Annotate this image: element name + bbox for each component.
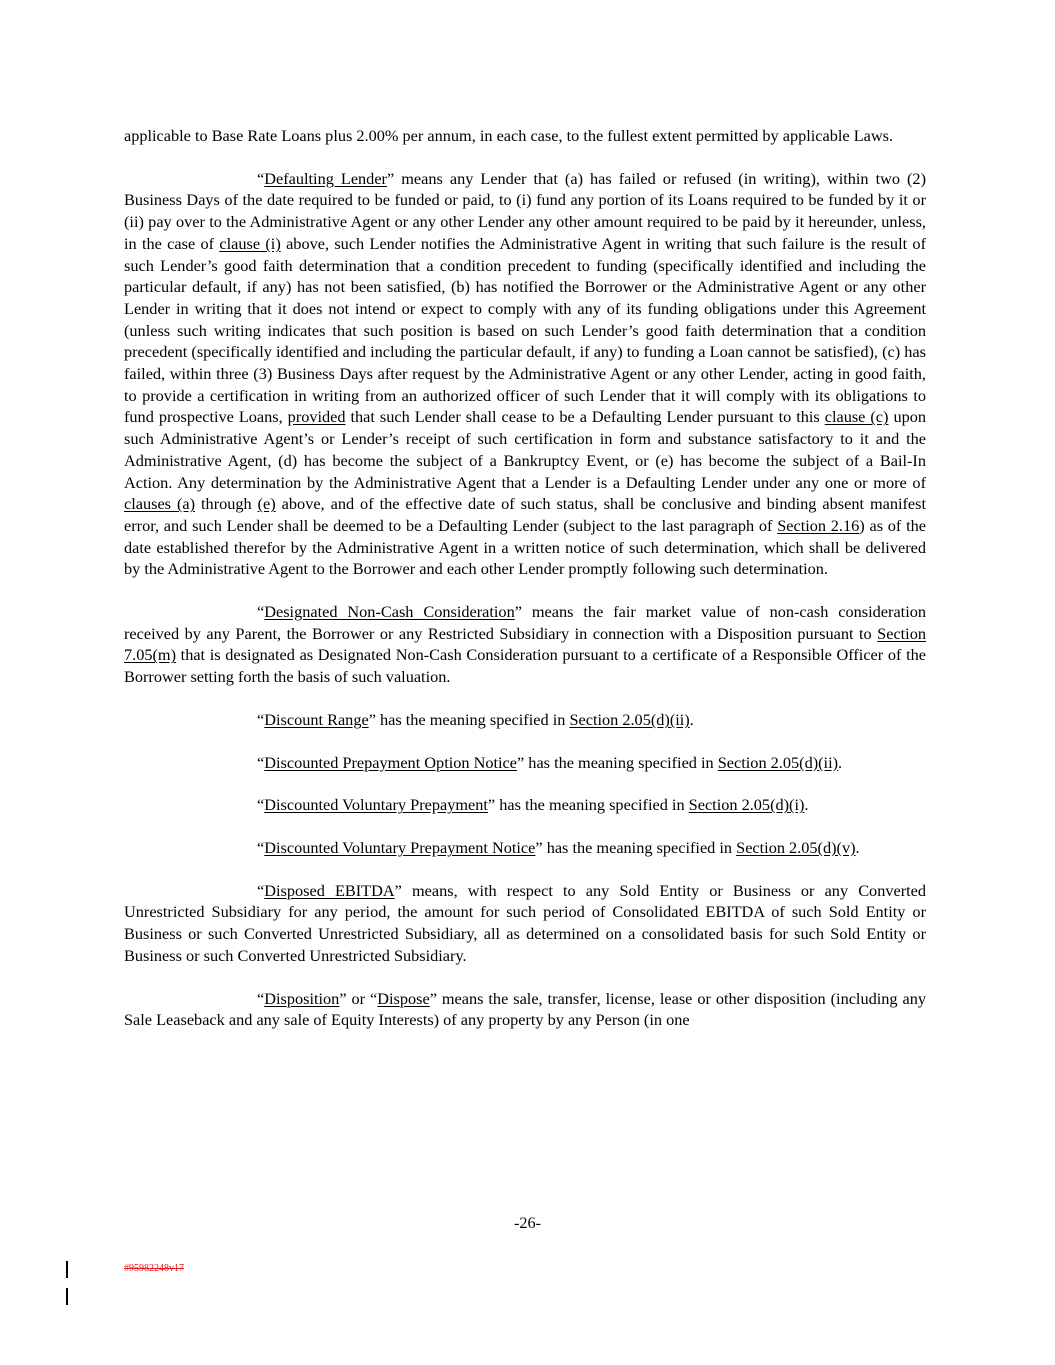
definition-discount-range: “Discount Range” has the meaning specified in Section 2.05(d)(ii). [257,709,694,729]
document-id: #95982248v17 [124,1263,184,1274]
continuation-paragraph: applicable to Base Rate Loans plus 2.00% per annum, in each case, to the fullest extent permitted by applicable Laws. [124,126,894,145]
cross-reference: Section 2.05(d)(ii) [717,752,839,772]
defined-term: Discounted Voluntary Prepayment [264,795,488,815]
cross-reference: clause (c) [824,407,889,427]
cross-reference: Section 2.05(d)(v) [736,837,856,857]
defined-term: Discount Range [264,709,369,729]
definition-designated-non-cash-consideration: “Designated Non-Cash Consideration” means the fair market value of non-cash consideration received by any Parent, the Borrower or any Restricted Subsidiary in connection with a Disposition pursuant to Section 7.05(m) that is designated as Designated Non-Cash Consideration pursuant to a certificate of a Responsible Officer of the Borrower setting forth the basis of such valuation. [124,602,926,687]
cross-reference: provided [287,407,346,427]
definition-discounted-voluntary-prepayment: “Discounted Voluntary Prepayment” has the meaning specified in Section 2.05(d)(i). [257,795,809,815]
definition-discounted-voluntary-prepayment-notice: “Discounted Voluntary Prepayment Notice” has the meaning specified in Section 2.05(d)(v). [257,837,860,857]
defined-term: Discounted Voluntary Prepayment Notice [264,837,536,857]
cross-reference: clauses (a) [124,494,196,514]
defined-term: Designated Non-Cash Consideration [264,602,515,622]
change-bar [66,1288,68,1305]
defined-term: Discounted Prepayment Option Notice [264,752,517,772]
defined-term: Dispose [377,988,430,1008]
cross-reference: clause (i) [219,233,281,253]
cross-reference: Section 2.05(d)(ii) [569,709,690,729]
cross-reference: (e) [257,494,276,514]
defined-term: Defaulting Lender [264,168,387,188]
definition-defaulting-lender: “Defaulting Lender” means any Lender that (a) has failed or refused (in writing), within two (2) Business Days of the date required to be funded or paid, to (i) fund any portion of its Loans required to be funded by it or (ii) pay over to the Administrative Agent or any other Lender any other amount required to be paid by it hereunder, unless, in the case of clause (i) above, such Lender notifies the Administrative Agent in writing that such failure is the result of such Lender’s good faith determination that a condition precedent to funding (specifically identified and including the particular default, if any) has not been satisfied, (b) has notified the Borrower or the Administrative Agent or any other Lender in writing that it does not intend or expect to comply with any of its funding obligations under this Agreement (unless such writing indicates that such position is based on such Lender’s good faith determination that a condition precedent (specifically identified and including the particular default, if any) to funding a Loan cannot be satisfied), (c) has failed, within three (3) Business Days after request by the Administrative Agent or any other Lender, acting in good faith, to provide a certification in writing from an authorized officer of such Lender that it will comply with its obligations to fund prospective Loans, provided that such Lender shall cease to be a Defaulting Lender pursuant to this clause (c) upon such Administrative Agent’s or Lender’s receipt of such certification in form and substance satisfactory to it and the Administrative Agent, (d) has become the subject of a Bankruptcy Event, or (e) has become the subject of a Bail-In Action. Any determination by the Administrative Agent that a Lender is a Defaulting Lender under any one or more of clauses (a) through (e) above, and of the effective date of such status, shall be conclusive and binding absent manifest error, and such Lender shall be deemed to be a Defaulting Lender (subject to the last paragraph of Section 2.16) as of the date established therefor by the Administrative Agent in a written notice of such determination, which shall be delivered by the Administrative Agent to the Borrower and each other Lender promptly following such determination. [124,168,927,579]
page-number: -26- [513,1213,542,1232]
definition-disposition: “Disposition” or “Dispose” means the sale, transfer, license, lease or other disposition (including any Sale Leaseback and any sale of Equity Interests) of any property by any Person (in one [124,988,926,1030]
defined-term: Disposed EBITDA [264,880,395,900]
cross-reference: Section 2.16 [777,515,860,535]
change-bar [66,1261,68,1278]
definition-discounted-prepayment-option-notice: “Discounted Prepayment Option Notice” has the meaning specified in Section 2.05(d)(ii). [257,752,843,772]
document-body [124,125,926,1052]
defined-term: Disposition [264,988,340,1008]
definition-disposed-ebitda: “Disposed EBITDA” means, with respect to any Sold Entity or Business or any Converted Unrestricted Subsidiary for any period, the amount for such period of Consolidated EBITDA of such Sold Entity or Business or such Converted Unrestricted Subsidiary, all as determined on a consolidated basis for such Sold Entity or Business or such Converted Unrestricted Subsidiary. [124,880,927,965]
cross-reference: Section 2.05(d)(i) [688,795,805,815]
cross-reference: Section 7.05(m) [124,623,926,665]
